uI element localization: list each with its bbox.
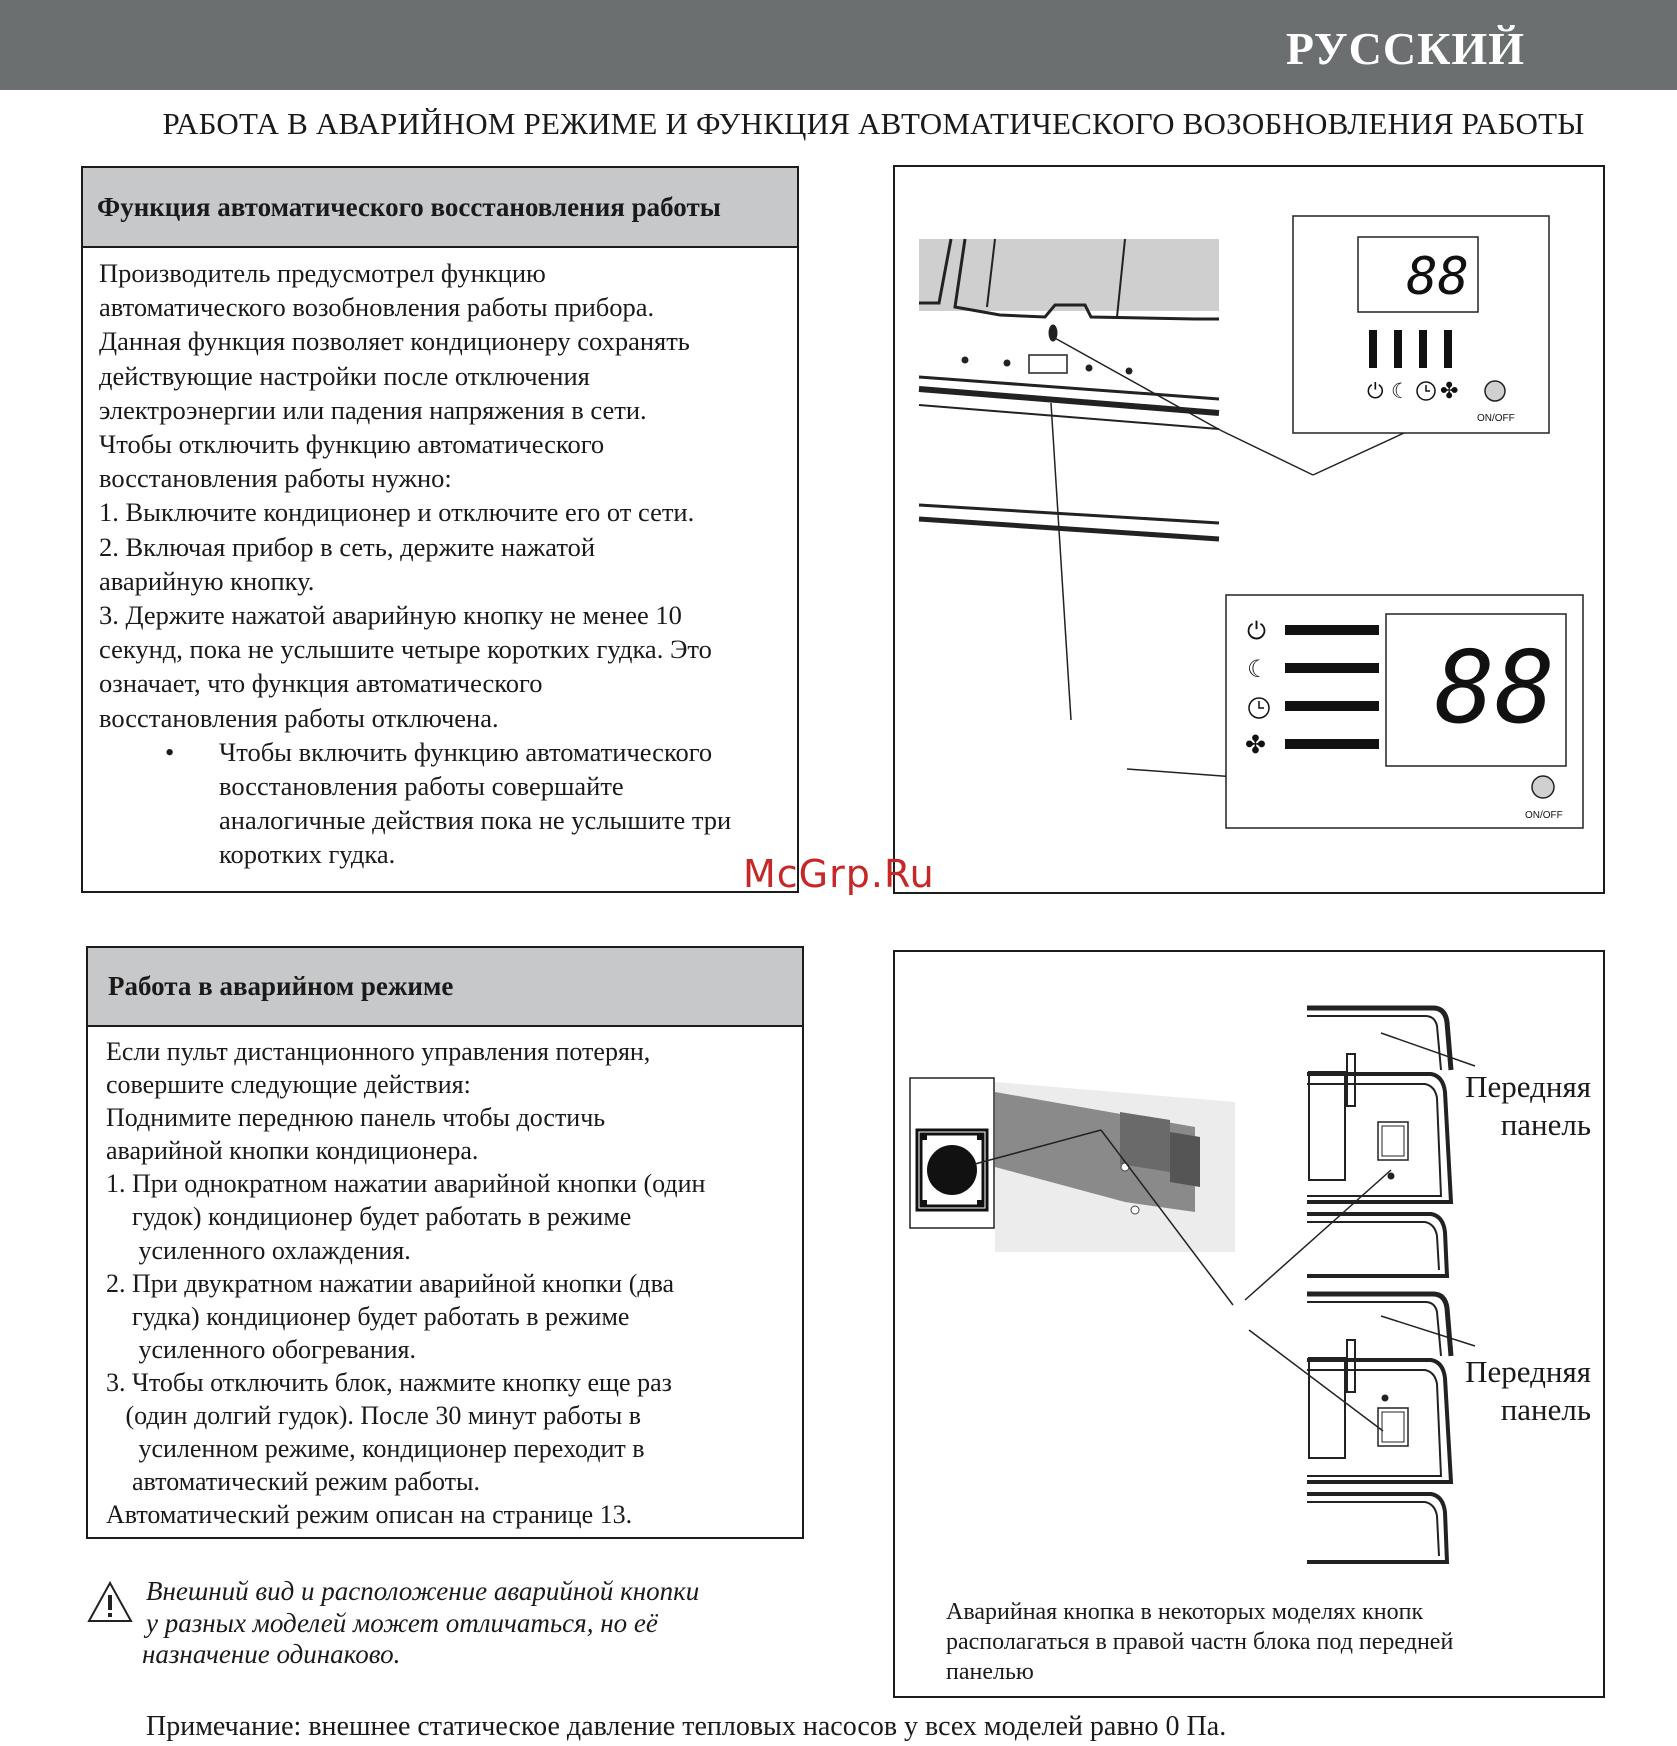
control-panel-illustration [895,167,1607,896]
front-panel-label-2 [1435,1353,1591,1429]
bullet-line: коротких гудка. [219,839,396,870]
unit-side-view-1 [1307,1008,1451,1276]
bullet-line: аналогичные действия пока не услышите три [219,805,732,836]
text-line: электроэнергии или падения напряжения в сети. [99,394,647,425]
page-title: РАБОТА В АВАРИЙНОМ РЕЖИМЕ И ФУНКЦИЯ АВТОМАТИЧЕСКОГО ВОЗОБНОВЛЕНИЯ РАБОТЫ [162,106,1585,141]
power-icon: ⏻ [1247,617,1266,645]
large-display-digits: 88 [1434,629,1555,746]
moon-icon: ☾ [1391,379,1410,403]
emergency-button [927,1145,977,1195]
text-line: 3. Держите нажатой аварийную кнопку не менее 10 [99,600,682,631]
text-line: Чтобы отключить функцию автоматического [99,429,605,460]
warning-line: Внешний вид и расположение аварийной кнопки [146,1576,700,1606]
text-line: автоматического возобновления работы прибора. [99,292,655,323]
text-line: автоматический режим работы. [106,1467,481,1497]
emergency-button-figure [893,950,1605,1698]
auto-restart-section [81,166,799,893]
warning-triangle-icon [86,1580,134,1624]
onoff-button [1532,776,1554,798]
onoff-label: ON/OFF [1477,413,1515,424]
small-display-panel [1293,216,1549,433]
text-line: действующие настройки после отключения [99,360,590,391]
footnote: Примечание: внешнее статическое давление тепловых насосов у всех моделей равно 0 Па. [146,1711,1227,1742]
panel-label-line: панель [1500,1107,1591,1142]
panel-label-line: Передняя [1465,1069,1591,1104]
panel-label-line: панель [1500,1392,1591,1427]
caption-line: располагаться в правой частн блока под передней [946,1629,1454,1655]
caption-line: панелью [946,1659,1034,1685]
bullet-item [165,735,797,872]
text-line: восстановления работы отключена. [99,702,499,733]
warning-note [86,1576,806,1686]
text-line: 1. При однократном нажатии аварийной кнопки (один [106,1169,706,1199]
power-icon: ⏻ [1367,379,1384,403]
bullet-symbol: • [165,736,175,767]
emergency-heading: Работа в аварийном режиме [88,948,802,1027]
text-line: секунд, пока не услышите четыре коротких гудка. Это [99,634,712,665]
text-line: усиленного обогревания. [106,1334,417,1364]
small-display-digits: 88 [1406,247,1469,307]
emergency-button-illustration [895,952,1607,1700]
button-closeup [910,1078,1235,1252]
caption-line: Аварийная кнопка в некоторых моделях кнопк [946,1599,1424,1625]
text-line: гудка) кондиционер будет работать в режиме [106,1301,630,1331]
text-line: 3. Чтобы отключить блок, нажмите кнопку еще раз [106,1367,672,1397]
text-line: 2. Включая прибор в сеть, держите нажатой [99,531,596,562]
text-line: усиленного охлаждения. [106,1235,411,1265]
front-panel-label-1 [1435,1068,1591,1144]
onoff-button [1485,381,1505,401]
text-line: означает, что функция автоматического [99,668,543,699]
control-panel-figure [893,165,1605,894]
text-line: Производитель предусмотрел функцию [99,258,546,288]
text-line: гудок) кондиционер будет работать в режиме [106,1202,632,1232]
text-line: Поднимите переднюю панель чтобы достичь [106,1103,606,1133]
fan-icon: ✤ [1440,379,1459,404]
text-line: 1. Выключите кондиционер и отключите его от сети. [99,497,695,528]
text-line: усиленном режиме, кондиционер переходит в [106,1434,645,1464]
language-label: РУССКИЙ [1285,23,1525,74]
text-line: восстановления работы нужно: [99,463,452,494]
text-line: Если пульт дистанционного управления потерян, [106,1037,651,1066]
watermark: McGrp.Ru [743,852,935,896]
onoff-label: ON/OFF [1525,810,1563,821]
text-line: Данная функция позволяет кондиционеру сохранять [99,326,690,357]
emergency-section [86,946,804,1539]
language-bar [0,0,1677,90]
warning-line: у разных моделей может отличаться, но её [146,1607,658,1638]
bullet-line: Чтобы включить функцию автоматического [219,736,713,767]
moon-icon: ☾ [1247,655,1269,683]
auto-restart-body [83,248,797,872]
warning-line: назначение одинаково. [142,1639,401,1669]
text-line: совершите следующие действия: [106,1070,471,1100]
text-line: 2. При двукратном нажатии аварийной кнопки (два [106,1268,675,1298]
text-line: Автоматический режим описан на странице 13. [106,1500,633,1530]
indoor-unit-sketch [919,239,1219,539]
text-line: (один долгий гудок). После 30 минут работы в [106,1401,642,1431]
text-line: аварийную кнопку. [99,565,315,596]
auto-restart-heading: Функция автоматического восстановления работы [83,168,797,248]
bullet-line: восстановления работы совершайте [219,771,624,802]
large-display-panel [1226,595,1583,828]
fan-icon: ✤ [1245,730,1266,759]
text-line: аварийной кнопки кондиционера. [106,1136,479,1166]
emergency-body [88,1027,802,1531]
figure-caption [946,1597,1453,1687]
panel-label-line: Передняя [1465,1354,1591,1389]
